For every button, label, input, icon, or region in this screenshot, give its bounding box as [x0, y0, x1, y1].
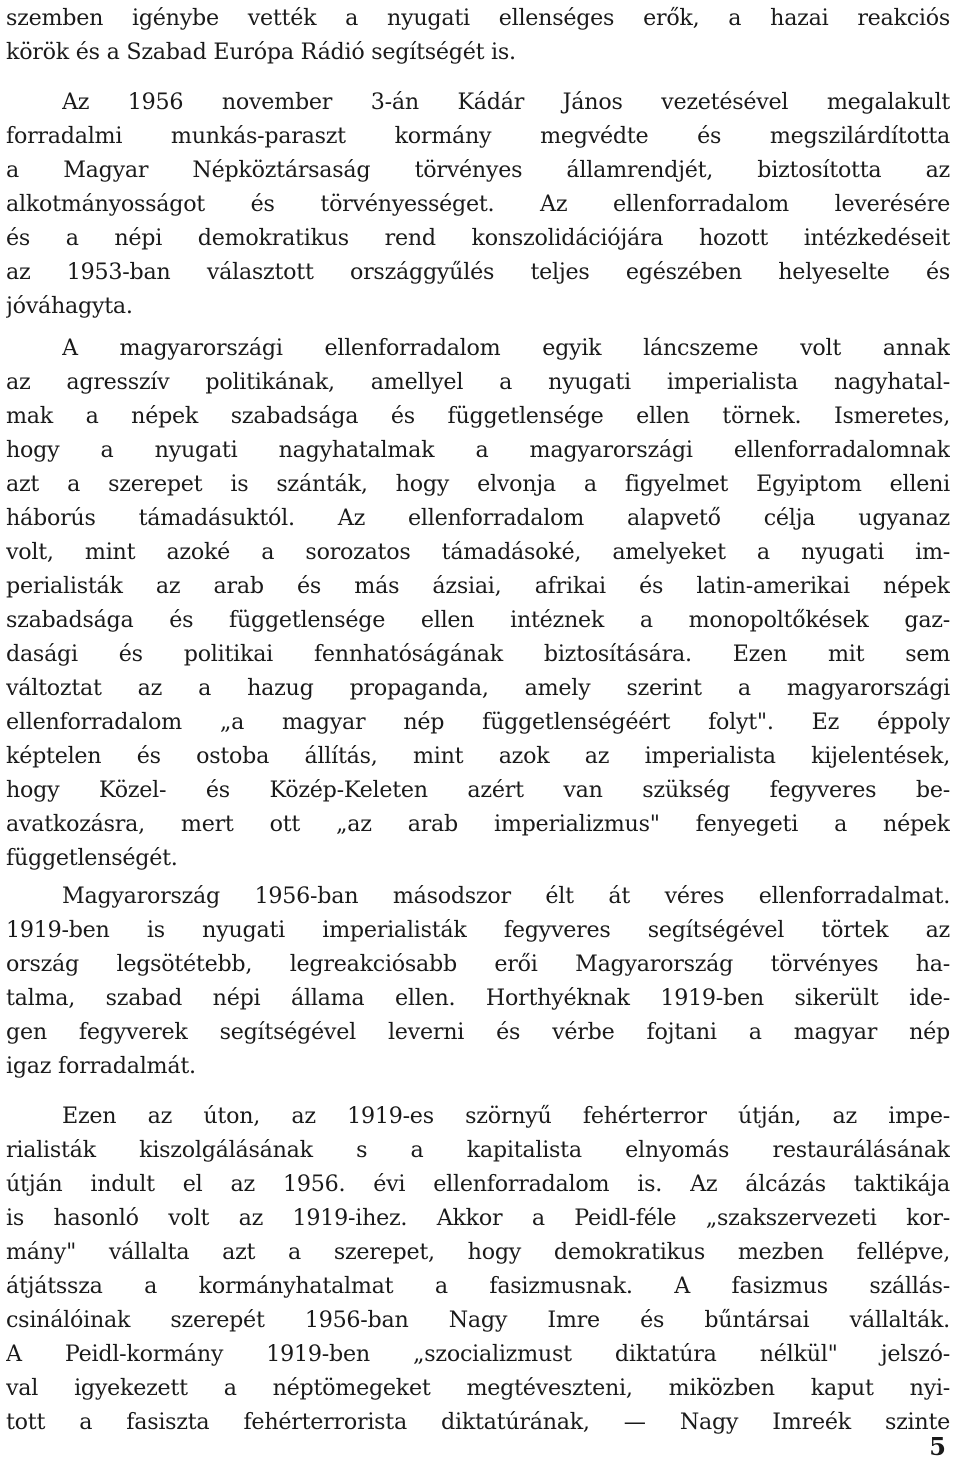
text-line: A Peidl-kormány 1919-ben „szocializmust diktatúra nélkül" jelszó- — [6, 1341, 950, 1367]
text-line: mány" vállalta azt a szerepet, hogy demokratikus mezben fellépve, — [6, 1239, 950, 1265]
text-line: igaz forradalmát. — [6, 1053, 196, 1079]
text-line: volt, mint azoké a sorozatos támadásoké, amelyeket a nyugati im- — [6, 539, 950, 565]
text-line: a Magyar Népköztársaság törvényes államrendjét, biztosította az — [6, 157, 950, 183]
text-line: val igyekezett a néptömegeket megtéveszteni, miközben kaput nyi- — [6, 1375, 950, 1401]
text-line: képtelen és ostoba állítás, mint azok az imperialista kijelentések, — [6, 743, 950, 769]
text-line: és a népi demokratikus rend konszolidációjára hozott intézkedéseit — [6, 225, 950, 251]
text-line: 1919-ben is nyugati imperialisták fegyveres segítségével törtek az — [6, 917, 950, 943]
text-line: háborús támadásuktól. Az ellenforradalom alapvető célja ugyanaz — [6, 505, 950, 531]
text-line: változtat az a hazug propaganda, amely szerint a magyarországi — [6, 675, 950, 701]
text-line: Az 1956 november 3-án Kádár János vezetésével megalakult — [62, 89, 950, 115]
text-line: rialisták kiszolgálásának s a kapitalista elnyomás restaurálásának — [6, 1137, 950, 1163]
text-line: csinálóinak szerepét 1956-ban Nagy Imre és bűntársai vállalták. — [6, 1307, 950, 1333]
text-line: ellenforradalom „a magyar nép függetlenségéért folyt". Ez éppoly — [6, 709, 950, 735]
text-line: tott a fasiszta fehérterrorista diktatúrának, — Nagy Imreék szinte — [6, 1409, 950, 1435]
text-line: A magyarországi ellenforradalom egyik láncszeme volt annak — [62, 335, 950, 361]
text-line: ország legsötétebb, legreakciósabb erői Magyarország törvényes ha- — [6, 951, 950, 977]
text-line: az 1953-ban választott országgyűlés teljes egészében helyeselte és — [6, 259, 950, 285]
text-line: mak a népek szabadsága és függetlensége ellen törnek. Ismeretes, — [6, 403, 950, 429]
text-line: forradalmi munkás-paraszt kormány megvédte és megszilárdította — [6, 123, 950, 149]
text-line: körök és a Szabad Európa Rádió segítségét is. — [6, 39, 516, 65]
text-line: talma, szabad népi állama ellen. Horthyéknak 1919-ben sikerült ide- — [6, 985, 950, 1011]
text-line: szabadsága és függetlensége ellen intéznek a monopoltőkések gaz- — [6, 607, 950, 633]
text-line: is hasonló volt az 1919-ihez. Akkor a Peidl-féle „szakszervezeti kor- — [6, 1205, 950, 1231]
text-line: avatkozásra, mert ott „az arab imperializmus" fenyegeti a népek — [6, 811, 950, 837]
text-line: szemben igénybe vették a nyugati ellenséges erők, a hazai reakciós — [6, 5, 950, 31]
text-line: Magyarország 1956-ban másodszor élt át véres ellenforradalmat. — [62, 883, 950, 909]
text-line: hogy a nyugati nagyhatalmak a magyarországi ellenforradalomnak — [6, 437, 950, 463]
text-line: dasági és politikai fennhatóságának biztosítására. Ezen mit sem — [6, 641, 950, 667]
text-line: gen fegyverek segítségével leverni és vérbe fojtani a magyar nép — [6, 1019, 950, 1045]
text-line: Ezen az úton, az 1919-es szörnyű fehérterror útján, az impe- — [62, 1103, 950, 1129]
text-line: átjátssza a kormányhatalmat a fasizmusnak. A fasizmus szállás- — [6, 1273, 950, 1299]
text-line: azt a szerepet is szánták, hogy elvonja a figyelmet Egyiptom elleni — [6, 471, 950, 497]
text-line: jóváhagyta. — [6, 293, 133, 319]
text-line: hogy Közel- és Közép-Keleten azért van szükség fegyveres be- — [6, 777, 950, 803]
text-line: függetlenségét. — [6, 845, 178, 871]
text-line: perialisták az arab és más ázsiai, afrikai és latin-amerikai népek — [6, 573, 950, 599]
text-line: az agresszív politikának, amellyel a nyugati imperialista nagyhatal- — [6, 369, 950, 395]
text-line: alkotmányosságot és törvényességet. Az ellenforradalom leverésére — [6, 191, 950, 217]
page-number: 5 — [929, 1432, 946, 1461]
text-line: útján indult el az 1956. évi ellenforradalom is. Az álcázás taktikája — [6, 1171, 950, 1197]
